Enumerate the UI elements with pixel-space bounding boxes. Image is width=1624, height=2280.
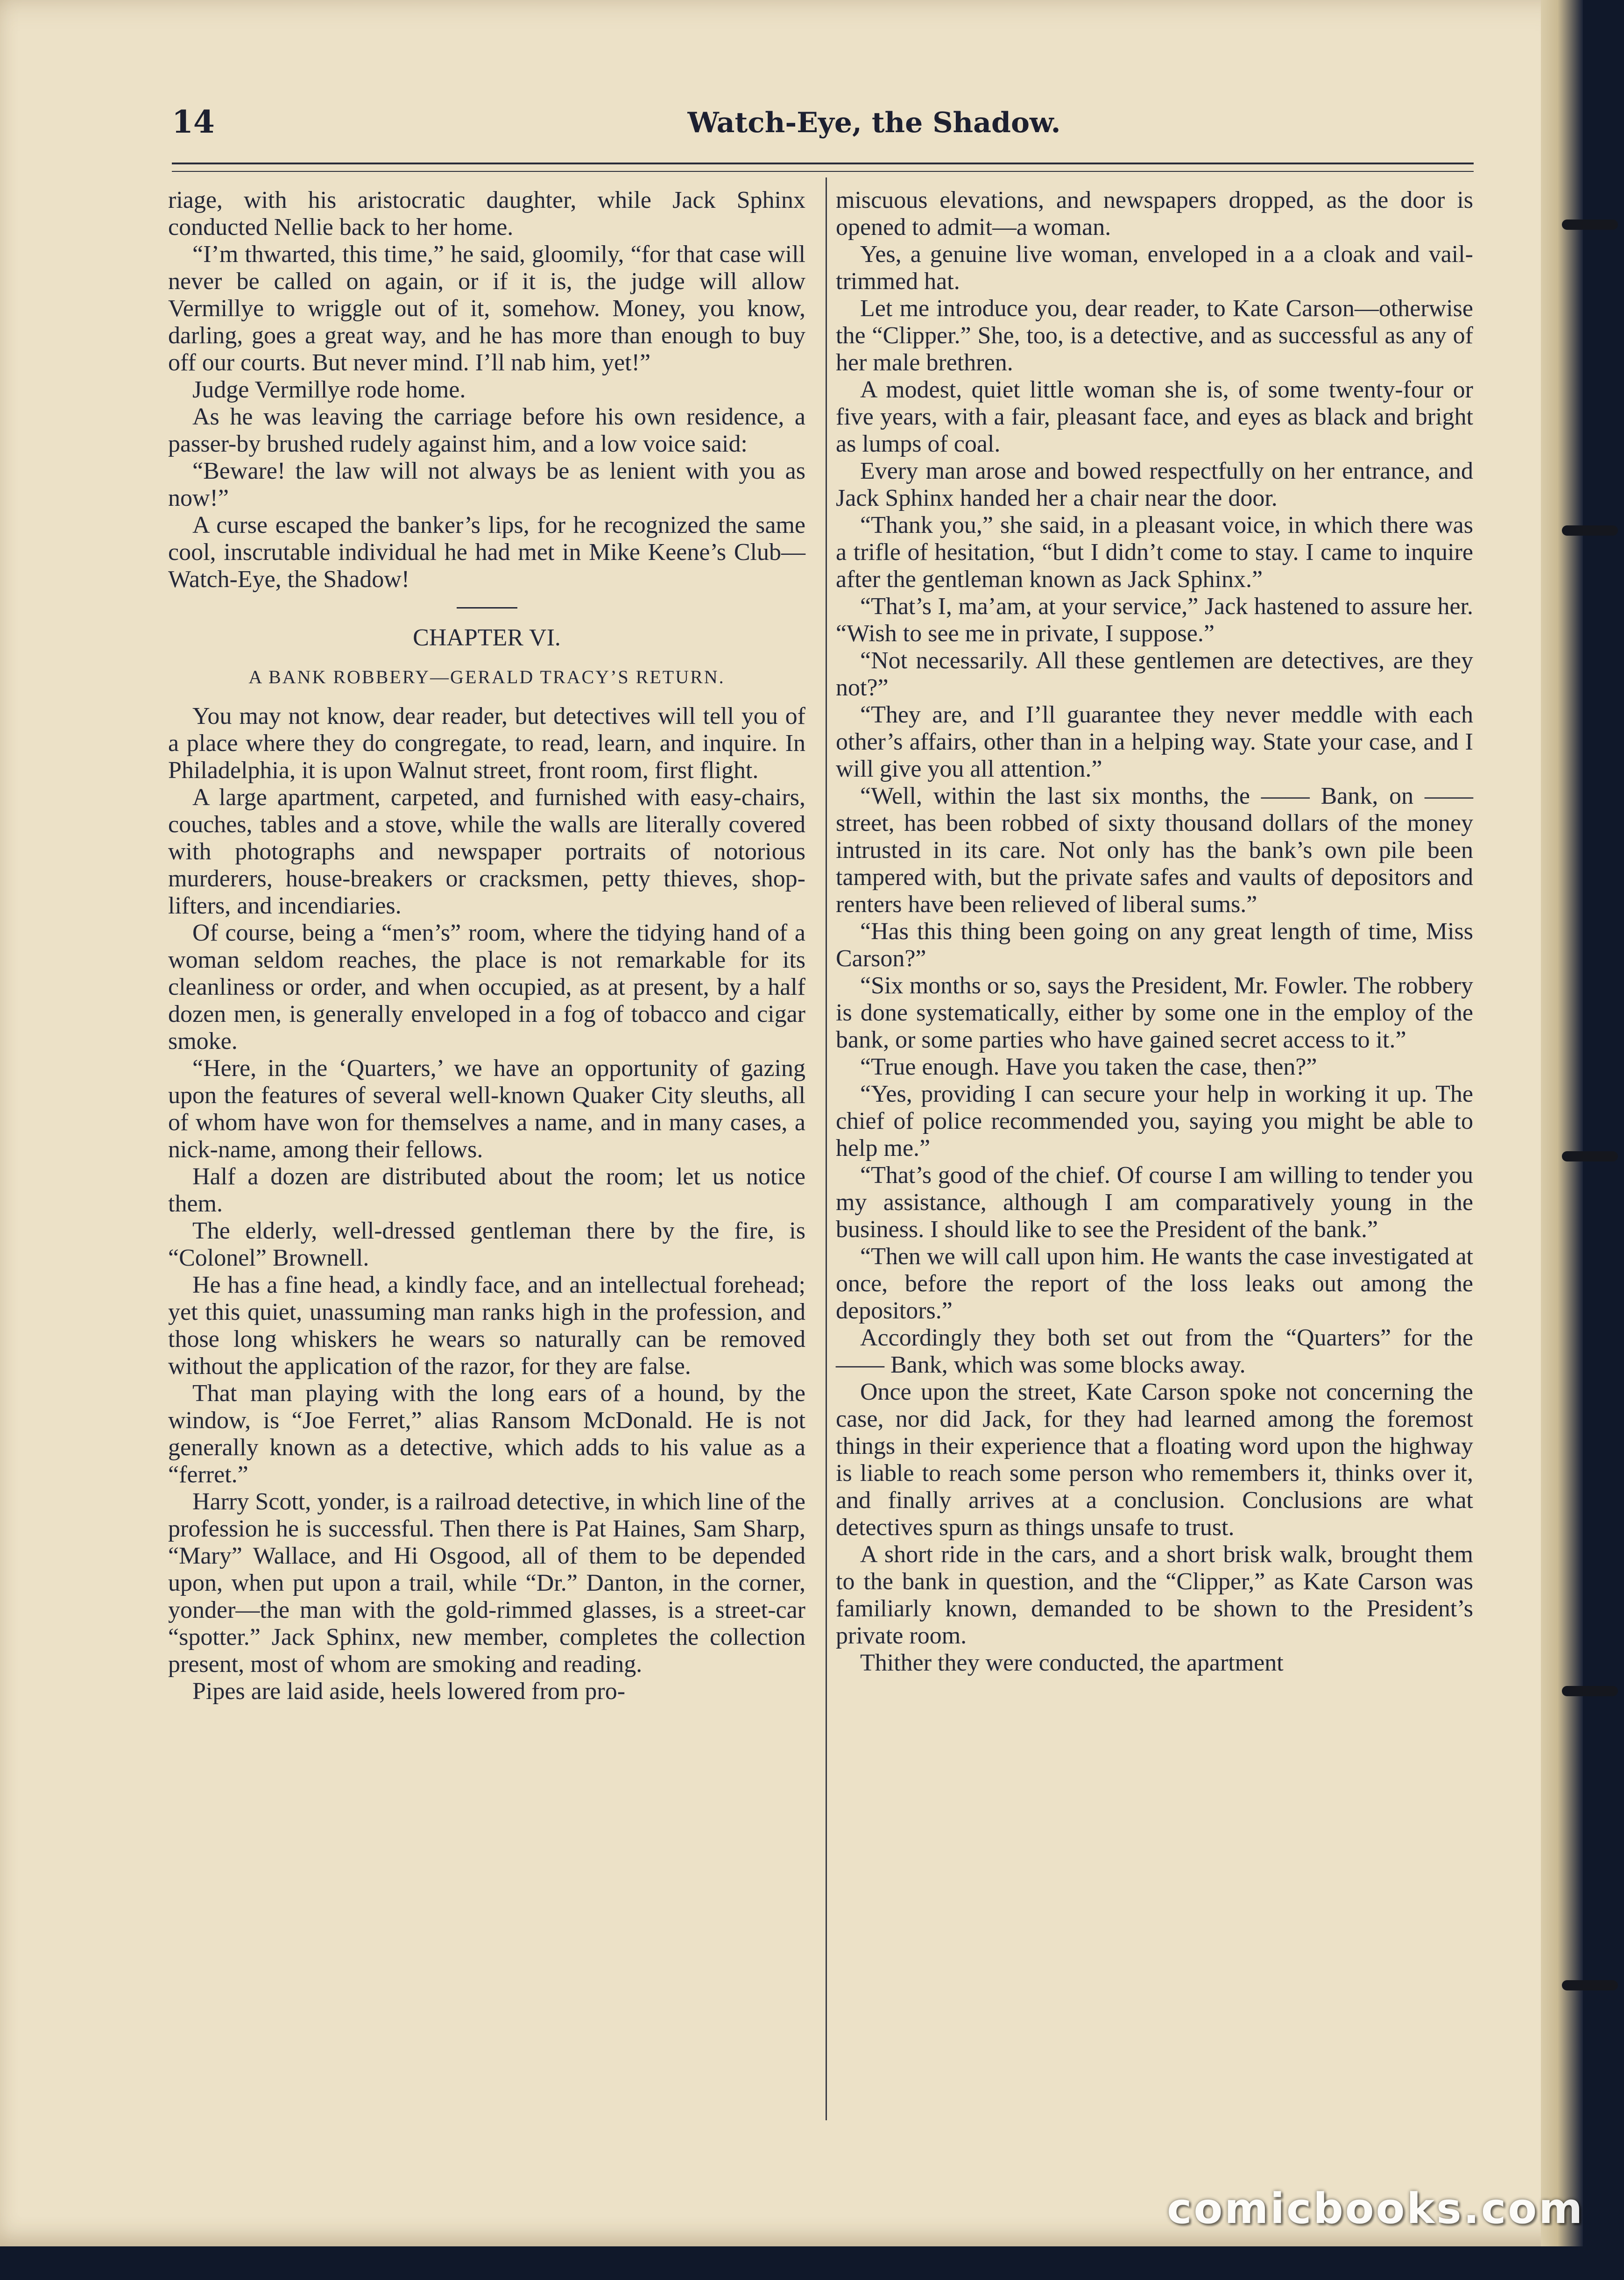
paragraph: “They are, and I’ll guarantee they never meddle with each other’s affairs, other than in a helping way. State your case, and I will give you all attention.”: [836, 701, 1473, 782]
paragraph: “Beware! the law will not always be as lenient with you as now!”: [168, 458, 805, 511]
paragraph: “Here, in the ‘Quarters,’ we have an opportunity of gazing upon the features of several well-known Quaker City sleuths, all of whom have won for themselves a name, and in many cases, a nick-name, among their fellows.: [168, 1055, 805, 1163]
paragraph: Once upon the street, Kate Carson spoke not concerning the case, nor did Jack, for they had learned among the foremost things in their experience that a floating word upon the highway is liable to reach some person who remembers it, thinks over it, and finally arrives at a conclusion. Conclusions are what detectives spurn as things unsafe to trust.: [836, 1379, 1473, 1541]
paragraph: “Then we will call upon him. He wants the case investigated at once, before the report of the loss leaks out among the depositors.”: [836, 1243, 1473, 1324]
paragraph: Pipes are laid aside, heels lowered from pro-: [192, 1678, 626, 1705]
paragraph: “I’m thwarted, this time,” he said, gloomily, “for that case will never be called on again, or if it is, the judge will allow Vermillye to wriggle out of it, somehow. Money, you know, darling, goes a great way, and he has more than enough to buy off our courts. But never mind. I’ll nab him, yet!”: [168, 241, 805, 376]
paragraph: That man playing with the long ears of a hound, by the window, is “Joe Ferret,” alias Ransom McDonald. He is not generally known as a detective, which adds to his value as a “ferret.”: [168, 1380, 805, 1488]
paragraph: Accordingly they both set out from the “Quarters” for the —— Bank, which was some blocks away.: [836, 1324, 1473, 1378]
header-rule: [172, 163, 1474, 172]
paragraph: You may not know, dear reader, but detectives will tell you of a place where they do congregate, to read, learn, and inquire. In Philadelphia, it is upon Walnut street, front room, first flight.: [168, 703, 805, 784]
paragraph: A curse escaped the banker’s lips, for he recognized the same cool, inscrutable individual he had met in Mike Keene’s Club—Watch-Eye, the Shadow!: [168, 512, 805, 593]
paragraph: “Thank you,” she said, in a pleasant voice, in which there was a trifle of hesitation, “but I didn’t come to stay. I came to inquire after the gentleman known as Jack Sphinx.”: [836, 512, 1473, 593]
paragraph: “True enough. Have you taken the case, then?”: [860, 1054, 1317, 1080]
staple-mark: [1562, 525, 1618, 536]
paragraph: Of course, being a “men’s” room, where the tidying hand of a woman seldom reaches, the place is not remarkable for its cleanliness or order, and when occupied, as at present, by a half dozen men, is generally enveloped in a fog of tobacco and cigar smoke.: [168, 920, 805, 1055]
staple-mark: [1562, 1686, 1618, 1696]
paragraph: Every man arose and bowed respectfully on her entrance, and Jack Sphinx handed her a chair near the door.: [836, 458, 1473, 511]
paragraph: Harry Scott, yonder, is a railroad detective, in which line of the profession he is successful. Then there is Pat Haines, Sam Sharp, “Mary” Wallace, and Hi Osgood, all of them to be depended upon, when put upon a trail, while “Dr.” Danton, in the corner, yonder—the man with the gold-rimmed glasses, is a street-car “spotter.” Jack Sphinx, new member, completes the collection present, most of whom are smoking and reading.: [168, 1488, 805, 1678]
paragraph: “Well, within the last six months, the —— Bank, on —— street, has been robbed of sixty thousand dollars of the money intrusted in its care. Not only has the bank’s own pile been tampered with, but the private safes and vaults of depositors and renters have been relieved of liberal sums.”: [836, 783, 1473, 918]
chapter-subtitle: A BANK ROBBERY—GERALD TRACY’S RETURN.: [248, 666, 725, 687]
paragraph: As he was leaving the carriage before his own residence, a passer-by brushed rudely against him, and a low voice said:: [168, 404, 805, 457]
paragraph: Half a dozen are distributed about the room; let us notice them.: [168, 1163, 805, 1217]
chapter-divider: [457, 607, 517, 609]
paragraph: A modest, quiet little woman she is, of some twenty-four or five years, with a fair, pleasant face, and eyes as black and bright as lumps of coal.: [836, 376, 1473, 457]
watermark-text: comicbooks.com: [1167, 2184, 1584, 2233]
paragraph: Judge Vermillye rode home.: [192, 376, 466, 403]
page-spine: [1541, 0, 1583, 2246]
paragraph: “That’s good of the chief. Of course I am willing to tender you my assistance, although I am comparatively young in the business. I should like to see the President of the bank.”: [836, 1162, 1473, 1243]
paragraph: “Not necessarily. All these gentlemen are detectives, are they not?”: [836, 647, 1473, 701]
page-header: [172, 104, 1474, 155]
paragraph: He has a fine head, a kindly face, and an intellectual forehead; yet this quiet, unassuming man ranks high in the profession, and those long whiskers he wears so naturally can be removed without the application of the razor, for they are false.: [168, 1272, 805, 1380]
paragraph: “Yes, providing I can secure your help in working it up. The chief of police recommended you, saying you might be able to help me.”: [836, 1081, 1473, 1161]
paragraph: “That’s I, ma’am, at your service,” Jack hastened to assure her. “Wish to see me in private, I suppose.”: [836, 593, 1473, 647]
paragraph: A large apartment, carpeted, and furnished with easy-chairs, couches, tables and a stove, while the walls are literally covered with photographs and newspaper portraits of notorious murderers, house-breakers or cracksmen, petty thieves, shop-lifters, and incendiaries.: [168, 784, 805, 919]
running-title: Watch-Eye, the Shadow.: [687, 106, 1061, 139]
paragraph: “Six months or so, says the President, Mr. Fowler. The robbery is done systematically, either by some one in the employ of the bank, or some parties who have gained secret access to it.”: [836, 972, 1473, 1053]
paragraph: Let me introduce you, dear reader, to Kate Carson—otherwise the “Clipper.” She, too, is a detective, and as successful as any of her male brethren.: [836, 295, 1473, 376]
staple-mark: [1562, 1151, 1618, 1161]
paragraph: The elderly, well-dressed gentleman there by the fire, is “Colonel” Brownell.: [168, 1218, 805, 1271]
paragraph: miscuous elevations, and newspapers dropped, as the door is opened to admit—a woman.: [836, 187, 1473, 241]
paragraph: “Has this thing been going on any great length of time, Miss Carson?”: [836, 918, 1473, 972]
left-column: [168, 187, 805, 1705]
column-divider: [826, 177, 827, 2120]
chapter-title: CHAPTER VI.: [413, 624, 561, 651]
staple-mark: [1562, 220, 1618, 230]
paragraph: A short ride in the cars, and a short brisk walk, brought them to the bank in question, and the “Clipper,” as Kate Carson was familiarly known, demanded to be shown to the President’s private room.: [836, 1541, 1473, 1649]
paragraph: Thither they were conducted, the apartment: [860, 1650, 1284, 1676]
paragraph: riage, with his aristocratic daughter, while Jack Sphinx conducted Nellie back to her home.: [168, 187, 805, 241]
right-column: [836, 187, 1473, 1677]
paragraph: Yes, a genuine live woman, enveloped in a a cloak and vail-trimmed hat.: [836, 241, 1473, 295]
page-number: 14: [172, 104, 215, 140]
staple-mark: [1562, 1980, 1618, 1990]
